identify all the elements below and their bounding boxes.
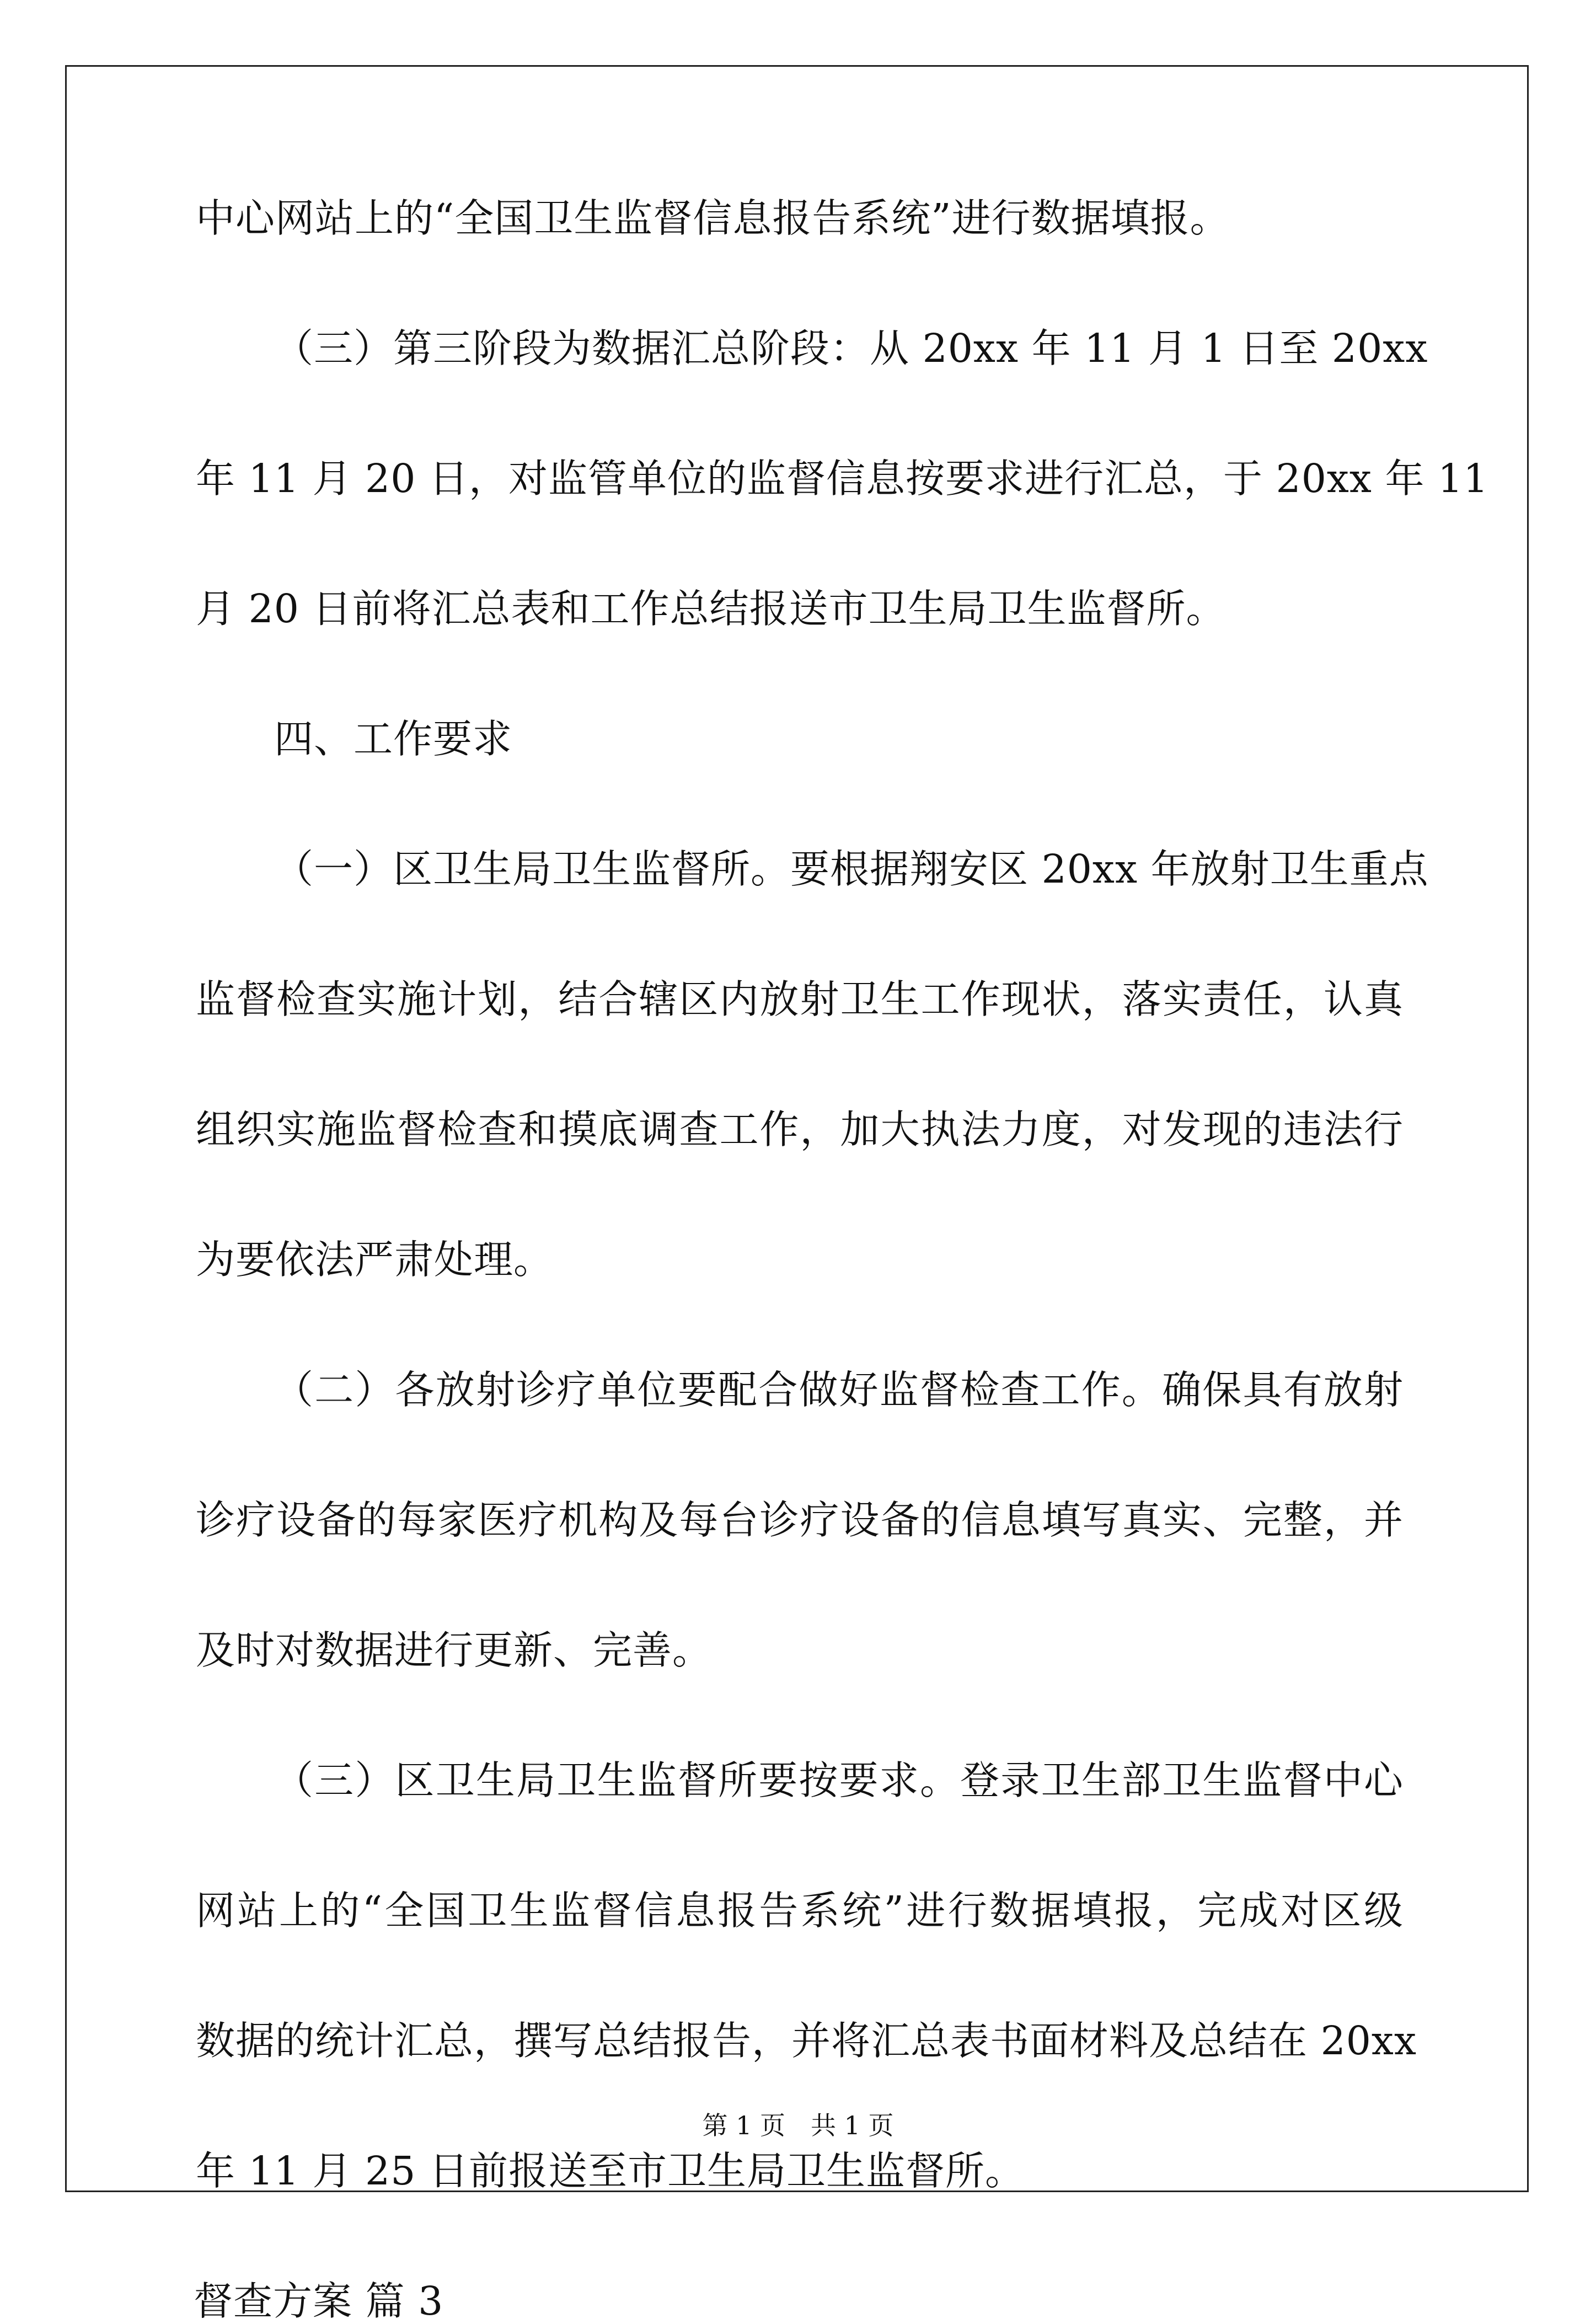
text-line: 监督检查实施计划，结合辖区内放射卫生工作现状，落实责任，认真 [196, 976, 1404, 1022]
text-line: 及时对数据进行更新、完善。 [196, 1627, 713, 1673]
text-line: 年 11 月 20 日，对监管单位的监督信息按要求进行汇总，于 20xx 年 11 [196, 456, 1489, 501]
text-line: （三）区卫生局卫生监督所要按要求。登录卫生部卫生监督中心 [274, 1757, 1404, 1803]
text-line: 中心网站上的“全国卫生监督信息报告系统”进行数据填报。 [196, 195, 1230, 241]
text-line: （三）第三阶段为数据汇总阶段：从 20xx 年 11 月 1 日至 20xx [274, 325, 1428, 371]
section-heading: 四、工作要求 [274, 716, 513, 762]
text-line: 组织实施监督检查和摸底调查工作，加大执法力度，对发现的违法行 [196, 1107, 1404, 1152]
text-line: （二）各放射诊疗单位要配合做好监督检查工作。确保具有放射 [274, 1367, 1404, 1413]
text-line: 数据的统计汇总，撰写总结报告，并将汇总表书面材料及总结在 20xx [196, 2018, 1417, 2064]
text-line: 年 11 月 25 日前报送至市卫生局卫生监督所。 [196, 2148, 1025, 2194]
page-footer [0, 2113, 1596, 2138]
text-line: （一）区卫生局卫生监督所。要根据翔安区 20xx 年放射卫生重点 [274, 846, 1429, 892]
text-line: 网站上的“全国卫生监督信息报告系统”进行数据填报，完成对区级 [196, 1888, 1404, 1933]
page-number-label: 第 1 页 共 1 页 [702, 2111, 894, 2140]
text-line: 月 20 日前将汇总表和工作总结报送市卫生局卫生监督所。 [196, 586, 1226, 632]
text-line: 诊疗设备的每家医疗机构及每台诊疗设备的信息填写真实、完整，并 [196, 1497, 1404, 1543]
section-title: 督查方案 篇 3 [194, 2278, 444, 2324]
text-line: 为要依法严肃处理。 [196, 1237, 554, 1283]
